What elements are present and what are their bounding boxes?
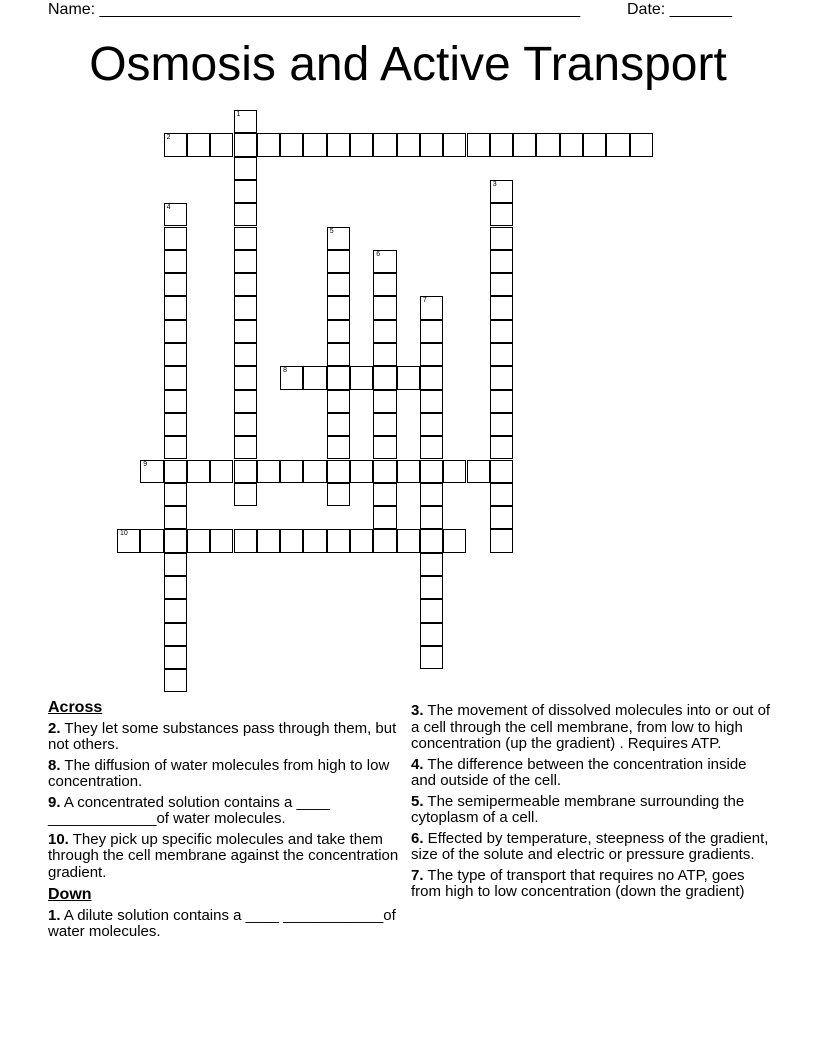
grid-cell[interactable] — [443, 133, 466, 156]
grid-cell[interactable] — [327, 250, 350, 273]
clue-number: 2 — [166, 134, 171, 142]
clue-number: 9. — [48, 793, 61, 811]
grid-cell[interactable] — [234, 133, 257, 156]
grid-cell[interactable] — [234, 413, 257, 436]
grid-cell[interactable] — [560, 133, 583, 156]
grid-cell[interactable] — [164, 483, 187, 506]
grid-cell[interactable] — [373, 343, 396, 366]
grid-cell[interactable] — [187, 529, 210, 552]
clue-number: 5. — [411, 792, 424, 810]
grid-cell[interactable] — [327, 413, 350, 436]
grid-cell[interactable] — [187, 460, 210, 483]
clue-text: A concentrated solution contains a ____ _____________of water molecules. — [48, 793, 330, 827]
grid-cell[interactable] — [257, 133, 280, 156]
grid-cell[interactable] — [420, 436, 443, 459]
grid-cell[interactable] — [490, 273, 513, 296]
grid-cell[interactable] — [327, 390, 350, 413]
grid-cell[interactable] — [373, 250, 396, 273]
grid-cell[interactable] — [164, 623, 187, 646]
clue-text: The type of transport that requires no ATP, goes from high to low concentration (down the gradient) — [411, 866, 745, 900]
grid-cell[interactable] — [420, 413, 443, 436]
grid-cell[interactable] — [373, 390, 396, 413]
grid-cell[interactable] — [140, 460, 163, 483]
grid-cell[interactable] — [210, 133, 233, 156]
clue-text: Effected by temperature, steepness of the gradient, size of the solute and electric or pressure gradients. — [411, 829, 769, 863]
grid-cell[interactable] — [234, 203, 257, 226]
grid-cell[interactable] — [234, 110, 257, 133]
grid-cell[interactable] — [420, 320, 443, 343]
grid-cell[interactable] — [490, 320, 513, 343]
grid-cell[interactable] — [164, 366, 187, 389]
grid-cell[interactable] — [164, 576, 187, 599]
grid-cell[interactable] — [490, 296, 513, 319]
grid-cell[interactable] — [490, 180, 513, 203]
clue — [48, 795, 408, 828]
clue-number: 6 — [376, 250, 381, 258]
grid-cell[interactable] — [234, 250, 257, 273]
grid-cell[interactable] — [420, 646, 443, 669]
clue-text: The difference between the concentration inside and outside of the cell. — [411, 755, 747, 789]
grid-cell[interactable] — [280, 529, 303, 552]
grid-cell[interactable] — [280, 366, 303, 389]
down-clue-list-continued — [411, 703, 771, 901]
clue-number: 9 — [143, 460, 148, 468]
clue-text: They pick up specific molecules and take them through the cell membrane against the concentration gradient. — [48, 830, 399, 881]
grid-cell[interactable] — [397, 460, 420, 483]
grid-cell[interactable] — [117, 529, 140, 552]
grid-cell[interactable] — [420, 576, 443, 599]
clue-number: 8. — [48, 756, 61, 774]
grid-cell[interactable] — [490, 506, 513, 529]
grid-cell[interactable] — [164, 133, 187, 156]
grid-cell[interactable] — [327, 436, 350, 459]
grid-cell[interactable] — [606, 133, 629, 156]
grid-cell[interactable] — [164, 390, 187, 413]
grid-cell[interactable] — [490, 390, 513, 413]
grid-cell[interactable] — [164, 413, 187, 436]
grid-cell[interactable] — [164, 296, 187, 319]
grid-cell[interactable] — [397, 133, 420, 156]
grid-cell[interactable] — [234, 460, 257, 483]
grid-cell[interactable] — [490, 436, 513, 459]
grid-cell[interactable] — [420, 599, 443, 622]
grid-cell[interactable] — [536, 133, 559, 156]
grid-cell[interactable] — [164, 529, 187, 552]
grid-cell[interactable] — [373, 436, 396, 459]
grid-cell[interactable] — [373, 296, 396, 319]
grid-cell[interactable] — [490, 483, 513, 506]
clue — [411, 703, 771, 753]
clue-number: 1 — [236, 111, 241, 118]
grid-cell[interactable] — [164, 320, 187, 343]
clue — [48, 721, 408, 754]
grid-cell[interactable] — [420, 366, 443, 389]
grid-cell[interactable] — [373, 366, 396, 389]
grid-cell[interactable] — [350, 529, 373, 552]
down-heading: Down — [48, 886, 92, 903]
grid-cell[interactable] — [327, 529, 350, 552]
grid-cell[interactable] — [420, 390, 443, 413]
grid-cell[interactable] — [490, 413, 513, 436]
grid-cell[interactable] — [164, 273, 187, 296]
grid-cell[interactable] — [280, 133, 303, 156]
clue-number: 6. — [411, 829, 424, 847]
grid-cell[interactable] — [303, 133, 326, 156]
clue-number: 7 — [422, 297, 427, 305]
grid-cell[interactable] — [630, 133, 653, 156]
grid-cell[interactable] — [420, 296, 443, 319]
grid-cell[interactable] — [164, 599, 187, 622]
grid-cell[interactable] — [327, 460, 350, 483]
grid-cell[interactable] — [234, 320, 257, 343]
clue-text: The movement of dissolved molecules into or out of a cell through the cell membrane, from low to high concentration (up the gradient) . Requires ATP. — [411, 702, 771, 752]
grid-cell[interactable] — [420, 529, 443, 552]
clue-number: 2. — [48, 719, 61, 737]
grid-cell[interactable] — [234, 343, 257, 366]
grid-cell[interactable] — [327, 320, 350, 343]
grid-cell[interactable] — [164, 250, 187, 273]
grid-cell[interactable] — [443, 529, 466, 552]
grid-cell[interactable] — [234, 366, 257, 389]
grid-cell[interactable] — [397, 366, 420, 389]
grid-cell[interactable] — [164, 553, 187, 576]
grid-cell[interactable] — [164, 646, 187, 669]
clue-text: A dilute solution contains a ____ ____________of water molecules. — [48, 906, 396, 940]
grid-cell[interactable] — [327, 133, 350, 156]
grid-cell[interactable] — [350, 460, 373, 483]
date-line[interactable]: Date: _______ — [627, 1, 732, 18]
grid-cell[interactable] — [373, 320, 396, 343]
grid-cell[interactable] — [164, 460, 187, 483]
clue-text: The diffusion of water molecules from high to low concentration. — [48, 756, 390, 790]
page-title: Osmosis and Active Transport — [89, 38, 727, 91]
clue-number: 3. — [411, 702, 424, 719]
grid-cell[interactable] — [373, 506, 396, 529]
clue — [411, 757, 771, 790]
grid-cell[interactable] — [164, 506, 187, 529]
grid-cell[interactable] — [234, 390, 257, 413]
grid-cell[interactable] — [490, 343, 513, 366]
grid-cell[interactable] — [164, 343, 187, 366]
grid-cell[interactable] — [257, 460, 280, 483]
clues-right-column — [411, 703, 771, 905]
clue-number: 4 — [166, 204, 171, 212]
clue-number: 3 — [492, 180, 497, 188]
clue-number: 10 — [120, 530, 128, 538]
grid-cell[interactable] — [303, 460, 326, 483]
clue — [411, 831, 771, 864]
clue-text: The semipermeable membrane surrounding the cytoplasm of a cell. — [411, 792, 745, 826]
grid-cell[interactable] — [373, 529, 396, 552]
grid-cell[interactable] — [187, 133, 210, 156]
grid-cell[interactable] — [234, 529, 257, 552]
clue — [48, 832, 408, 882]
grid-cell[interactable] — [420, 343, 443, 366]
grid-cell[interactable] — [373, 133, 396, 156]
down-clue-list — [48, 908, 408, 941]
grid-cell[interactable] — [490, 203, 513, 226]
grid-cell[interactable] — [327, 366, 350, 389]
grid-cell[interactable] — [327, 483, 350, 506]
grid-cell[interactable] — [140, 529, 163, 552]
across-clue-list — [48, 721, 408, 882]
clue-number: 8 — [283, 367, 287, 375]
clue — [411, 868, 771, 901]
grid-cell[interactable] — [303, 529, 326, 552]
grid-cell[interactable] — [164, 227, 187, 250]
grid-cell[interactable] — [420, 483, 443, 506]
clue — [411, 794, 771, 827]
grid-cell[interactable] — [327, 343, 350, 366]
grid-cell[interactable] — [490, 366, 513, 389]
grid-cell[interactable] — [490, 133, 513, 156]
grid-cell[interactable] — [164, 436, 187, 459]
grid-cell[interactable] — [210, 460, 233, 483]
grid-cell[interactable] — [234, 180, 257, 203]
grid-cell[interactable] — [234, 296, 257, 319]
grid-cell[interactable] — [303, 366, 326, 389]
grid-cell[interactable] — [583, 133, 606, 156]
grid-cell[interactable] — [234, 436, 257, 459]
clue — [48, 908, 408, 941]
name-line[interactable]: Name: ______________________________________________________ — [48, 1, 581, 18]
grid-cell[interactable] — [234, 227, 257, 250]
grid-cell[interactable] — [490, 227, 513, 250]
grid-cell[interactable] — [210, 529, 233, 552]
grid-cell[interactable] — [490, 250, 513, 273]
grid-cell[interactable] — [373, 460, 396, 483]
grid-cell[interactable] — [327, 296, 350, 319]
clue-number: 10. — [48, 830, 69, 848]
grid-cell[interactable] — [467, 460, 490, 483]
clue-number: 5 — [329, 227, 334, 235]
grid-cell[interactable] — [257, 529, 280, 552]
across-heading: Across — [48, 699, 103, 716]
grid-cell[interactable] — [373, 413, 396, 436]
grid-cell[interactable] — [373, 273, 396, 296]
grid-cell[interactable] — [350, 133, 373, 156]
clue-number: 1. — [48, 906, 61, 924]
grid-cell[interactable] — [280, 460, 303, 483]
grid-cell[interactable] — [373, 483, 396, 506]
grid-cell[interactable] — [420, 460, 443, 483]
clue-text: They let some substances pass through them, but not others. — [48, 719, 397, 753]
grid-cell[interactable] — [164, 203, 187, 226]
grid-cell[interactable] — [397, 529, 420, 552]
grid-cell[interactable] — [420, 133, 443, 156]
clue-number: 7. — [411, 866, 424, 884]
grid-cell[interactable] — [327, 227, 350, 250]
grid-cell[interactable] — [420, 553, 443, 576]
grid-cell[interactable] — [350, 366, 373, 389]
clues-left-column — [48, 700, 408, 945]
grid-cell[interactable] — [490, 529, 513, 552]
grid-cell[interactable] — [420, 506, 443, 529]
clue-number: 4. — [411, 755, 424, 773]
grid-cell[interactable] — [327, 273, 350, 296]
grid-cell[interactable] — [164, 669, 187, 692]
grid-cell[interactable] — [420, 623, 443, 646]
clue — [48, 758, 408, 791]
grid-cell[interactable] — [513, 133, 536, 156]
grid-cell[interactable] — [234, 157, 257, 180]
grid-cell[interactable] — [443, 460, 466, 483]
grid-cell[interactable] — [234, 483, 257, 506]
grid-cell[interactable] — [490, 460, 513, 483]
grid-cell[interactable] — [234, 273, 257, 296]
grid-cell[interactable] — [467, 133, 490, 156]
